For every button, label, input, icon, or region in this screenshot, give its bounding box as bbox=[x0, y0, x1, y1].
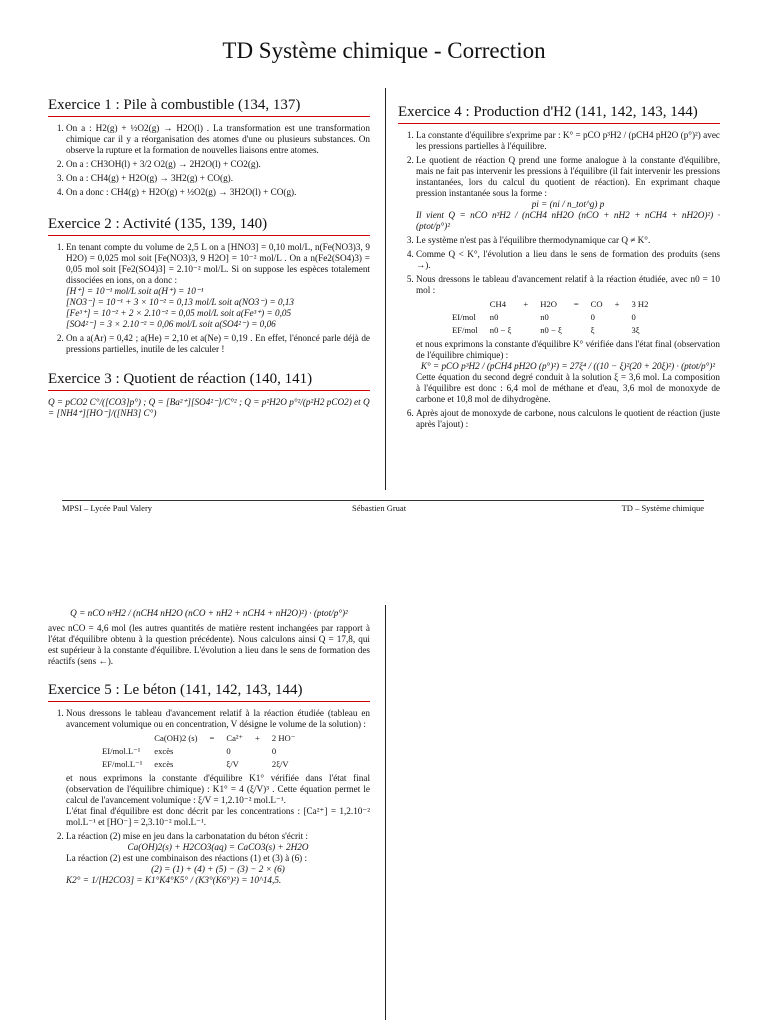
table-cell: 0 bbox=[226, 746, 231, 756]
page-2-column bbox=[48, 608, 370, 889]
table-cell: excès bbox=[154, 746, 174, 756]
list-item-text: La réaction (2) mise en jeu dans la carbonatation du béton s'écrit : bbox=[66, 831, 308, 841]
page-footer bbox=[62, 500, 704, 513]
table-cell: 3ξ bbox=[631, 325, 640, 335]
ion-line: [H⁺] = 10⁻¹ mol/L soit a(H⁺) = 10⁻¹ bbox=[66, 286, 204, 296]
exercise-3-title: Exercice 3 : Quotient de réaction (140, 141) bbox=[48, 370, 370, 391]
table-cell bbox=[204, 745, 221, 758]
footer-right: TD – Système chimique bbox=[621, 503, 704, 513]
page-2-text: avec nCO = 4,6 mol (les autres quantités de matière restent inchangées par rapport à l'état d'équilibre obtenu à la question précédente). Nous calculons ainsi Q = 17,8, qui est supérieur à la constante d'équilibre. L'évolution a lieu dans le sens de formation des réactifs (sens ←). bbox=[48, 623, 370, 666]
progress-table-2 bbox=[96, 732, 301, 771]
table-cell bbox=[204, 758, 221, 771]
table-cell: EI/mol bbox=[452, 312, 476, 322]
table-cell: 0 bbox=[590, 312, 595, 322]
table-cell: + bbox=[523, 299, 529, 309]
table-cell: 3 H2 bbox=[631, 299, 649, 309]
table-cell: excès bbox=[154, 759, 174, 769]
list-item bbox=[416, 155, 720, 232]
exercise-1-title: Exercice 1 : Pile à combustible (134, 137) bbox=[48, 96, 370, 117]
table-row bbox=[446, 298, 654, 311]
list-item: 1. La constante d'équilibre s'exprime par : K° = pCO p³H2 / (pCH4 pH2O (p°)²) avec les pressions partielles à l'équilibre. bbox=[416, 130, 720, 152]
pressure-formula: pi = (ni / n_tot^g) p bbox=[531, 199, 605, 209]
exercise-1-list bbox=[48, 123, 370, 198]
table-cell: n0 bbox=[489, 312, 499, 322]
list-item: 1. On a : H2(g) + ½O2(g) → H2O(l) . La transformation est une transformation chimique car il y a réorganisation des atomes d'une ou plusieurs substances. On observe la rupture et la formation de nouvelles liaisons entre atomes. bbox=[66, 123, 370, 156]
table-cell bbox=[609, 311, 626, 324]
table-row bbox=[446, 324, 654, 337]
table-cell: = bbox=[573, 299, 579, 309]
list-item bbox=[66, 242, 370, 330]
exercise-3-equations: Q = pCO2 C°/([CO3]p°) ; Q = [Ba²⁺][SO4²⁻]/C°² ; Q = p²H2O p°²/(p²H2 pCO2) et Q = [NH4⁺][HO⁻]/([NH3] C°) bbox=[48, 397, 370, 418]
list-item-text: et nous exprimons la constante d'équilibre K1° vérifiée dans l'état final (observation de l'équilibre chimique) : K1° = 4 (ξ/V)³ . Cette équation permet le calcul de l'avancement volumique : ξ/V = 1,2.10⁻² mol.L⁻¹. bbox=[66, 773, 370, 805]
table-row bbox=[446, 311, 654, 324]
table-cell: CO bbox=[590, 299, 603, 309]
right-column bbox=[398, 103, 720, 433]
list-item-text: En tenant compte du volume de 2,5 L on a [HNO3] = 0,10 mol/L, n(Fe(NO3)3, 9 H2O) = 0,025 mol soit [Fe(NO3)3, 9 H2O] = 10⁻² mol/L . On a n(Fe2(SO4)3) = 0,05 mol soit [Fe2(SO4)3] = 2.10⁻² mol/L. Si on suppose les espèces totalement dissociées en ions, on a donc : bbox=[66, 242, 370, 285]
table-cell bbox=[446, 298, 484, 311]
list-item: 3. Le système n'est pas à l'équilibre thermodynamique car Q ≠ K°. bbox=[416, 235, 720, 246]
table-row bbox=[96, 745, 301, 758]
table-cell: n0 − ξ bbox=[540, 325, 562, 335]
list-item: 6. Après ajout de monoxyde de carbone, nous calculons le quotient de réaction (juste après l'ajout) : bbox=[416, 408, 720, 430]
table-cell: EF/mol.L⁻¹ bbox=[102, 759, 143, 769]
table-cell bbox=[249, 745, 266, 758]
ion-line: [Fe³⁺] = 10⁻² + 2 × 2.10⁻² = 0,05 mol/L soit a(Fe³⁺) = 0,05 bbox=[66, 308, 292, 318]
table-cell: n0 − ξ bbox=[489, 325, 512, 335]
table-cell bbox=[249, 758, 266, 771]
list-item: 4. On a donc : CH4(g) + H2O(g) + ½O2(g) → 3H2O(l) + CO(g). bbox=[66, 187, 370, 198]
table-cell bbox=[517, 311, 534, 324]
exercise-5-title: Exercice 5 : Le béton (141, 142, 143, 144) bbox=[48, 681, 370, 702]
exercise-4-title: Exercice 4 : Production d'H2 (141, 142, 143, 144) bbox=[398, 103, 720, 124]
combination-equation: (2) = (1) + (4) + (5) − (3) − 2 × (6) bbox=[151, 864, 285, 874]
list-item-text: Nous dressons le tableau d'avancement relatif à la réaction étudiée, avec n0 = 10 mol : bbox=[416, 274, 720, 295]
table-cell: ξ bbox=[590, 325, 595, 335]
constant-equation: K2° = 1/[H2CO3] = K1°K4°K5° / (K3°(K6°)²) = 10^14,5. bbox=[66, 875, 282, 885]
table-cell bbox=[96, 732, 148, 745]
equilibrium-formula: K° = pCO p³H2 / (pCH4 pH2O (p°)²) = 27ξ⁴ / ((10 − ξ)²(20 + 20ξ)²) · (ptot/p°)² bbox=[420, 361, 716, 371]
table-cell: CH4 bbox=[489, 299, 507, 309]
exercise-5-list bbox=[48, 708, 370, 886]
left-column bbox=[48, 96, 370, 419]
ion-line: [NO3⁻] = 10⁻¹ + 3 × 10⁻² = 0,13 mol/L soit a(NO3⁻) = 0,13 bbox=[66, 297, 295, 307]
list-item bbox=[66, 831, 370, 886]
reaction-equation: Ca(OH)2(s) + H2CO3(aq) = CaCO3(s) + 2H2O bbox=[127, 842, 309, 852]
list-item: 3. On a : CH4(g) + H2O(g) → 3H2(g) + CO(g). bbox=[66, 173, 370, 184]
footer-center: Sébastien Gruat bbox=[352, 503, 407, 513]
table-cell: = bbox=[209, 733, 215, 743]
footer-left: MPSI – Lycée Paul Valery bbox=[62, 503, 153, 513]
table-cell: H2O bbox=[540, 299, 557, 309]
exercise-4-list bbox=[398, 130, 720, 430]
list-item-text: La réaction (2) est une combinaison des réactions (1) et (3) à (6) : bbox=[66, 853, 308, 863]
table-cell: 2 HO⁻ bbox=[271, 733, 296, 743]
list-item-text: Cette équation du second degré conduit à la solution ξ = 3,6 mol. La composition à l'équilibre est donc : 6,4 mol de méthane et d'eau, 3,6 mol de monoxyde de carbone et 10,8 mol de dihydrogène. bbox=[416, 372, 720, 404]
column-divider bbox=[385, 88, 386, 490]
table-cell bbox=[568, 311, 585, 324]
table-row bbox=[96, 732, 301, 745]
table-cell: ξ/V bbox=[226, 759, 239, 769]
table-cell: + bbox=[255, 733, 260, 743]
quotient-formula: Il vient Q = nCO n³H2 / (nCH4 nH2O (nCO + nH2 + nCH4 + nH2O)²) · (ptot/p°)² bbox=[416, 210, 720, 231]
table-cell: Ca²⁺ bbox=[226, 733, 244, 743]
list-item: 2. On a : CH3OH(l) + 3/2 O2(g) → 2H2O(l) + CO2(g). bbox=[66, 159, 370, 170]
table-cell: EF/mol bbox=[452, 325, 478, 335]
column-divider-page2 bbox=[385, 605, 386, 1020]
table-cell: n0 bbox=[540, 312, 549, 322]
table-cell: EI/mol.L⁻¹ bbox=[102, 746, 141, 756]
table-cell: 2ξ/V bbox=[271, 759, 289, 769]
list-item-text: Nous dressons le tableau d'avancement relatif à la réaction étudiée (tableau en avancement volumique ou en concentration, V désigne le volume de la solution) : bbox=[66, 708, 370, 729]
page-title: TD Système chimique - Correction bbox=[222, 38, 546, 63]
table-cell: 0 bbox=[631, 312, 636, 322]
list-item: 4. Comme Q < K°, l'évolution a lieu dans le sens de formation des produits (sens →). bbox=[416, 249, 720, 271]
list-item-text: L'état final d'équilibre est donc décrit par les concentrations : [Ca²⁺] = 1,2.10⁻² mol.L⁻¹ et [HO⁻] = 2,3.10⁻² mol.L⁻¹. bbox=[66, 806, 370, 827]
table-cell: Ca(OH)2 (s) bbox=[154, 733, 198, 743]
exercise-2-title: Exercice 2 : Activité (135, 139, 140) bbox=[48, 215, 370, 236]
list-item-text: Le quotient de réaction Q prend une forme analogue à la constante d'équilibre, mais ne fait pas intervenir les pressions à l'équilibre (il fait intervenir les pressions instantanées, lors du calcul du quotient de réaction). En exprimant chaque pression instantanée sous la forme : bbox=[416, 155, 720, 198]
table-cell: 0 bbox=[271, 746, 277, 756]
table-row bbox=[96, 758, 301, 771]
quotient-formula-2: Q = nCO n³H2 / (nCH4 nH2O (nCO + nH2 + nCH4 + nH2O)²) · (ptot/p°)² bbox=[70, 608, 348, 618]
table-cell bbox=[568, 324, 585, 337]
list-item bbox=[66, 708, 370, 828]
table-cell bbox=[609, 324, 626, 337]
list-item: 2. On a a(Ar) = 0,42 ; a(He) = 2,10 et a(Ne) = 0,19 . En effet, l'énoncé parle déjà de pressions partielles, inutile de les calculer ! bbox=[66, 333, 370, 355]
progress-table bbox=[446, 298, 654, 337]
table-cell: + bbox=[614, 299, 620, 309]
ion-line: [SO4²⁻] = 3 × 2.10⁻² = 0,06 mol/L soit a(SO4²⁻) = 0,06 bbox=[66, 319, 276, 329]
list-item-text: et nous exprimons la constante d'équilibre K° vérifiée dans l'état final (observation de l'équilibre chimique) : bbox=[416, 339, 720, 360]
table-cell bbox=[517, 324, 534, 337]
exercise-2-list bbox=[48, 242, 370, 355]
list-item bbox=[416, 274, 720, 405]
